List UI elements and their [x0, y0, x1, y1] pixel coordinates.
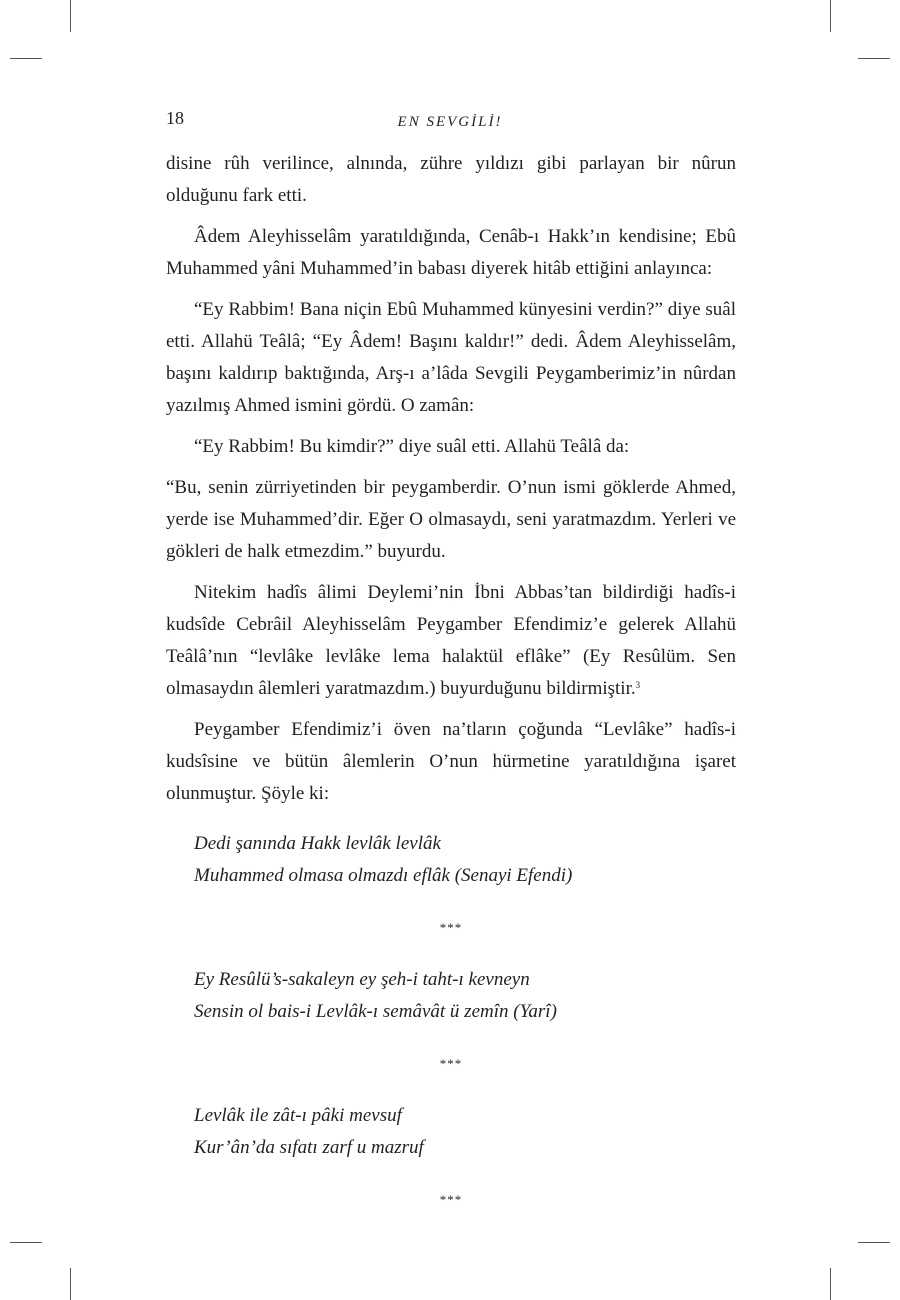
paragraph — [166, 294, 736, 422]
paragraph-text: Nitekim hadîs âlimi Deylemi’nin İbni Abbas’tan bildirdiği hadîs-i kudsîde Cebrâil Aleyhisselâm Peygamber Efendimiz’e gelerek Allahü Teâlâ’nın “levlâke levlâke lema halaktül eflâke” (Ey Resûlüm. Sen olmasaydın âlemleri yaratmazdım.) buyurduğunu bildirmiştir. — [166, 582, 736, 699]
paragraph-text: Peygamber Efendimiz’i öven na’tların çoğunda “Levlâke” hadîs-i kudsîsine ve bütün âlemlerin O’nun hürmetine yaratıldığına işaret olunmuştur. Şöyle ki: — [166, 719, 736, 804]
section-separator: *** — [439, 1056, 463, 1071]
paragraph-text: “Ey Rabbim! Bana niçin Ebû Muhammed künyesini verdin?” diye suâl etti. Allahü Teâlâ; “Ey Âdem! Başını kaldır!” dedi. Âdem Aleyhisselâm, başını kaldırıp baktığında, Arş-ı a’lâda Sevgili Peygamberimiz’in nûrdan yazılmış Ahmed ismini gördü. O zamân: — [166, 299, 736, 416]
verse-block — [166, 1100, 736, 1164]
crop-mark-top-right — [830, 0, 831, 32]
crop-mark-left-bottom — [10, 1242, 42, 1243]
verse-line: Dedi şanında Hakk levlâk levlâk — [194, 833, 441, 854]
crop-mark-top-left — [70, 0, 71, 32]
paragraph — [166, 472, 736, 568]
section-separator: *** — [439, 1192, 463, 1207]
verse-line: Levlâk ile zât-ı pâki mevsuf — [194, 1105, 402, 1126]
crop-mark-right-bottom — [858, 1242, 890, 1243]
footnote-marker: 3 — [635, 680, 641, 690]
crop-mark-bottom-right — [830, 1268, 831, 1300]
verse-block — [166, 964, 736, 1028]
verse-line: Muhammed olmasa olmazdı eflâk (Senayi Efendi) — [194, 865, 573, 886]
verse-line: Sensin ol bais-i Levlâk-ı semâvât ü zemîn (Yarî) — [194, 1001, 557, 1022]
page-body — [166, 148, 736, 1236]
paragraph-text: “Bu, senin zürriyetinden bir peygamberdir. O’nun ismi göklerde Ahmed, yerde ise Muhammed’dir. Eğer O olmasaydı, seni yaratmazdım. Yerleri ve gökleri de halk etmezdim.” buyurdu. — [166, 477, 736, 562]
paragraph-text: Âdem Aleyhisselâm yaratıldığında, Cenâb-ı Hakk’ın kendisine; Ebû Muhammed yâni Muhammed’in babası diyerek hitâb ettiğini anlayınca: — [166, 226, 736, 279]
verse-block — [166, 828, 736, 892]
verse-line: Ey Resûlü’s-sakaleyn ey şeh-i taht-ı kevneyn — [194, 969, 530, 990]
paragraph — [166, 714, 736, 810]
verse-line: Kur’ân’da sıfatı zarf u mazruf — [194, 1137, 424, 1158]
paragraph — [166, 577, 736, 705]
page-number: 18 — [166, 108, 184, 128]
crop-mark-right-top — [858, 58, 890, 59]
crop-mark-left-top — [10, 58, 42, 59]
paragraph-text: disine rûh verilince, alnında, zühre yıldızı gibi parlayan bir nûrun olduğunu fark etti. — [166, 153, 736, 206]
paragraph — [166, 148, 736, 212]
paragraph — [166, 431, 736, 463]
section-separator: *** — [439, 920, 463, 935]
running-title: EN SEVGİLİ! — [397, 114, 503, 130]
paragraph-text: “Ey Rabbim! Bu kimdir?” diye suâl etti. Allahü Teâlâ da: — [194, 436, 630, 457]
paragraph — [166, 221, 736, 285]
crop-mark-bottom-left — [70, 1268, 71, 1300]
